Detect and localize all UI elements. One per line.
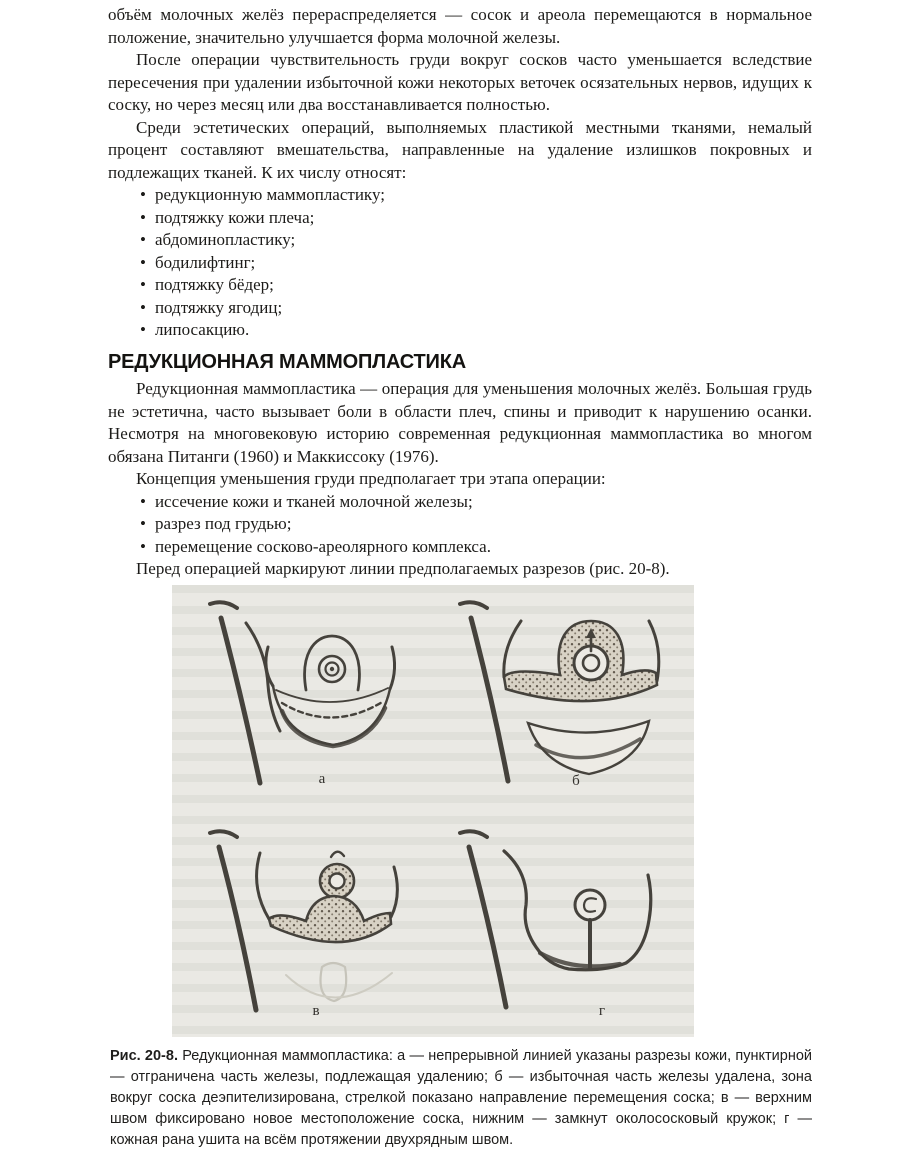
list-item: • редукционную маммопластику; [140, 184, 812, 207]
operations-list [108, 184, 812, 342]
panel-v-drawing [194, 825, 444, 1025]
paragraph-concept: Концепция уменьшения груди предполагает три этапа операции: [136, 469, 606, 488]
figure-20-8 [172, 585, 694, 1037]
panel-g-label: г [598, 1003, 606, 1019]
panel-b-label: б [572, 773, 580, 789]
panel-a-drawing [194, 593, 444, 793]
section-heading: РЕДУКЦИОННАЯ МАММОПЛАСТИКА [108, 350, 466, 373]
paragraph-continuation: объём молочных желёз перераспределяется — сосок и ареола перемещаются в нормальное положение, значительно улучшается форма молочной железы. [108, 5, 812, 47]
list-item: • липосакцию. [140, 319, 812, 342]
list-item: • бодилифтинг; [140, 252, 812, 275]
figure-caption-text: Редукционная маммопластика: а — непрерывной линией указаны разрезы кожи, пунктирной — отграничена часть железы, подлежащая удалению; б — избыточная часть железы удалена, зона вокруг соска деэпителизирована, стрелкой показано направление перемещения соска; в — верхним швом фиксировано новое местоположение соска, нижним — замкнут околососковый кружок; г — кожная рана ушита на всём протяжении двухрядным швом. [110, 1048, 813, 1148]
paragraph-reduction-intro: Редукционная маммопластика — операция для уменьшения молочных желёз. Большая грудь не эстетична, часто вызывает боли в области плеч, спины и приводит к нарушению осанки. Несмотря на многовековую историю современная редукционная маммопластика во многом обязана Питанги (1960) и Маккиссоку (1976). [108, 379, 812, 466]
stages-list [108, 491, 812, 559]
list-item: • перемещение сосково-ареолярного комплекса. [140, 536, 812, 559]
panel-b-drawing [444, 593, 694, 793]
figure-panel-v [194, 825, 444, 1025]
list-item: • иссечение кожи и тканей молочной железы; [140, 491, 812, 514]
panel-a-label: а [318, 771, 326, 787]
paragraph-aesthetic-ops: Среди эстетических операций, выполняемых пластикой местными тканями, немалый процент составляют вмешательства, направленные на удаление излишков покровных и подлежащих тканей. К их числу относят: [108, 117, 812, 182]
list-item: • подтяжку бёдер; [140, 274, 812, 297]
panel-v-label: в [312, 1003, 320, 1019]
list-item: • подтяжку кожи плеча; [140, 207, 812, 230]
panel-g-drawing [444, 825, 694, 1025]
figure-panel-a [194, 593, 444, 793]
figure-caption-number: Рис. 20-8. [110, 1048, 178, 1064]
paragraph-marking: Перед операцией маркируют линии предполагаемых разрезов (рис. 20-8). [136, 559, 670, 578]
figure-caption [110, 1046, 812, 1151]
figure-panel-b [444, 593, 694, 793]
paragraph-sensitivity: После операции чувствительность груди вокруг сосков часто уменьшается вследствие пересечения при удалении избыточной кожи некоторых веточек осязательных нервов, идущих к соску, но через месяц или два восстанавливается полностью. [108, 50, 812, 114]
list-item: • разрез под грудью; [140, 513, 812, 536]
list-item: • подтяжку ягодиц; [140, 297, 812, 320]
body-text [108, 4, 812, 581]
figure-panel-g [444, 825, 694, 1025]
list-item: • абдоминопластику; [140, 229, 812, 252]
